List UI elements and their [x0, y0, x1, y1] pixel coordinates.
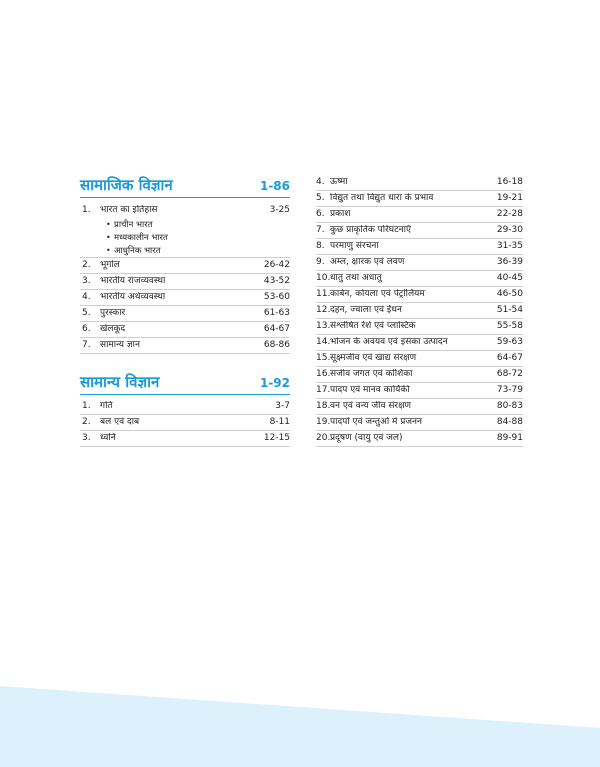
item-number: 17.	[316, 385, 331, 395]
toc-row[interactable]	[80, 202, 290, 218]
item-pages: 68-72	[496, 369, 523, 379]
section-title: सामान्य विज्ञान	[80, 373, 160, 391]
item-label: भारतीय राजव्यवस्था	[100, 276, 166, 286]
toc-row[interactable]	[316, 191, 523, 207]
item-label: कुछ प्राकृतिक परिघटनाएँ	[330, 225, 411, 235]
item-pages: 29-30	[496, 225, 523, 235]
item-label: सामान्य ज्ञान	[100, 340, 140, 350]
toc-subitem[interactable]	[80, 218, 290, 231]
item-number: 8.	[316, 241, 325, 251]
item-label: प्रदूषण (वायु एवं जल)	[330, 433, 403, 443]
item-number: 14.	[316, 337, 331, 347]
item-pages: 3-25	[269, 204, 290, 215]
left-column	[80, 175, 290, 447]
item-pages: 55-58	[496, 321, 523, 331]
item-label: भोजन के अवयव एवं इसका उत्पादन	[330, 337, 448, 347]
item-pages: 16-18	[496, 177, 523, 187]
item-number: 6.	[316, 209, 325, 219]
item-label: दहन, ज्वाला एवं ईंधन	[330, 305, 402, 315]
item-label: वन एवं वन्य जीव संरक्षण	[330, 401, 412, 411]
item-label: भूगोल	[100, 260, 120, 270]
item-number: 3.	[82, 276, 91, 286]
item-label: पुरस्कार	[100, 308, 126, 318]
toc-row[interactable]	[316, 207, 523, 223]
toc-row[interactable]	[316, 239, 523, 255]
section-pages: 1-92	[259, 376, 290, 390]
item-pages: 3-7	[275, 401, 290, 411]
item-pages: 64-67	[263, 324, 290, 334]
item-label: धातु तथा अधातु	[330, 273, 382, 283]
item-number: 20.	[316, 433, 331, 443]
item-number: 5.	[82, 308, 91, 318]
item-number: 10.	[316, 273, 331, 283]
item-pages: 51-54	[496, 305, 523, 315]
item-number: 7.	[316, 225, 325, 235]
item-number: 19.	[316, 417, 331, 427]
item-label: प्रकाश	[330, 209, 351, 219]
item-number: 5.	[316, 193, 325, 203]
toc-row[interactable]	[80, 399, 290, 415]
item-label: संश्लेषित रेशे एवं प्लास्टिक	[330, 321, 416, 331]
item-number: 3.	[82, 433, 91, 443]
item-label: भारत का इतिहास	[100, 204, 158, 215]
bullet-icon: •	[106, 232, 111, 242]
item-label: अम्ल, क्षारक एवं लवण	[330, 257, 405, 267]
toc-row[interactable]	[316, 383, 523, 399]
toc-row[interactable]	[316, 319, 523, 335]
item-number: 11.	[316, 289, 331, 299]
toc-row[interactable]	[80, 290, 290, 306]
item-pages: 73-79	[496, 385, 523, 395]
item-label: कार्बन, कोयला एवं पेट्रोलियम	[330, 289, 425, 299]
subitem-label: मध्यकालीन भारत	[114, 232, 168, 243]
item-number: 18.	[316, 401, 331, 411]
item-pages: 43-52	[263, 276, 290, 286]
item-number: 1.	[82, 401, 91, 411]
toc-row[interactable]	[80, 415, 290, 431]
toc-row[interactable]	[80, 322, 290, 338]
subitem-label: प्राचीन भारत	[114, 219, 153, 230]
toc-row[interactable]	[316, 255, 523, 271]
toc-row[interactable]	[316, 415, 523, 431]
right-column	[316, 175, 523, 447]
item-pages: 61-63	[263, 308, 290, 318]
item-pages: 8-11	[269, 417, 290, 427]
item-number: 4.	[316, 177, 325, 187]
item-label: गति	[100, 401, 113, 411]
toc-row[interactable]	[80, 338, 290, 354]
item-pages: 89-91	[496, 433, 523, 443]
item-number: 4.	[82, 292, 91, 302]
item-label: खेलकूद	[100, 324, 126, 334]
item-pages: 12-15	[263, 433, 290, 443]
toc-row[interactable]	[316, 399, 523, 415]
item-pages: 31-35	[496, 241, 523, 251]
toc-row[interactable]	[316, 351, 523, 367]
toc-row[interactable]	[80, 258, 290, 274]
bullet-icon: •	[106, 245, 111, 255]
item-number: 7.	[82, 340, 91, 350]
toc-row[interactable]	[80, 431, 290, 447]
toc-row[interactable]	[316, 335, 523, 351]
item-number: 2.	[82, 417, 91, 427]
item-label: बल एवं दाब	[100, 417, 140, 427]
item-pages: 84-88	[496, 417, 523, 427]
section-header-social-science	[80, 175, 290, 198]
item-number: 9.	[316, 257, 325, 267]
item-pages: 40-45	[496, 273, 523, 283]
toc-row[interactable]	[316, 175, 523, 191]
toc-row[interactable]	[316, 287, 523, 303]
item-number: 12.	[316, 305, 331, 315]
toc-row[interactable]	[316, 367, 523, 383]
item-label: भारतीय अर्थव्यवस्था	[100, 292, 166, 302]
item-number: 16.	[316, 369, 331, 379]
item-label: पादप एवं मानव कार्यिकी	[330, 385, 410, 395]
toc-row[interactable]	[316, 431, 523, 447]
item-number: 1.	[82, 204, 91, 215]
toc-row[interactable]	[80, 274, 290, 290]
item-pages: 64-67	[496, 353, 523, 363]
toc-row[interactable]	[316, 271, 523, 287]
item-label: सूक्ष्मजीव एवं खाद्य संरक्षण	[330, 353, 417, 363]
item-pages: 68-86	[263, 340, 290, 350]
toc-row[interactable]	[316, 223, 523, 239]
item-label: विद्युत तथा विद्युत धारा के प्रभाव	[330, 193, 434, 203]
subitem-label: आधुनिक भारत	[114, 245, 161, 256]
item-pages: 36-39	[496, 257, 523, 267]
toc-subitem[interactable]	[80, 244, 290, 258]
item-pages: 19-21	[496, 193, 523, 203]
toc-subitem[interactable]	[80, 231, 290, 244]
item-number: 6.	[82, 324, 91, 334]
item-number: 13.	[316, 321, 331, 331]
item-pages: 26-42	[263, 260, 290, 270]
toc-row[interactable]	[316, 303, 523, 319]
bullet-icon: •	[106, 219, 111, 229]
section-title: सामाजिक विज्ञान	[80, 176, 173, 194]
item-label: ऊष्मा	[330, 177, 348, 187]
item-number: 15.	[316, 353, 331, 363]
item-pages: 22-28	[496, 209, 523, 219]
item-label: परमाणु संरचना	[330, 241, 379, 251]
toc-row[interactable]	[80, 306, 290, 322]
item-label: सजीव जगत एवं कोशिका	[330, 369, 413, 379]
item-label: ध्वनि	[100, 433, 116, 443]
item-pages: 53-60	[263, 292, 290, 302]
item-pages: 46-50	[496, 289, 523, 299]
section-header-general-science	[80, 372, 290, 395]
item-pages: 59-63	[496, 337, 523, 347]
item-pages: 80-83	[496, 401, 523, 411]
section-pages: 1-86	[259, 179, 290, 193]
item-number: 2.	[82, 260, 91, 270]
item-label: पादपों एवं जन्तुओं में प्रजनन	[330, 417, 423, 427]
